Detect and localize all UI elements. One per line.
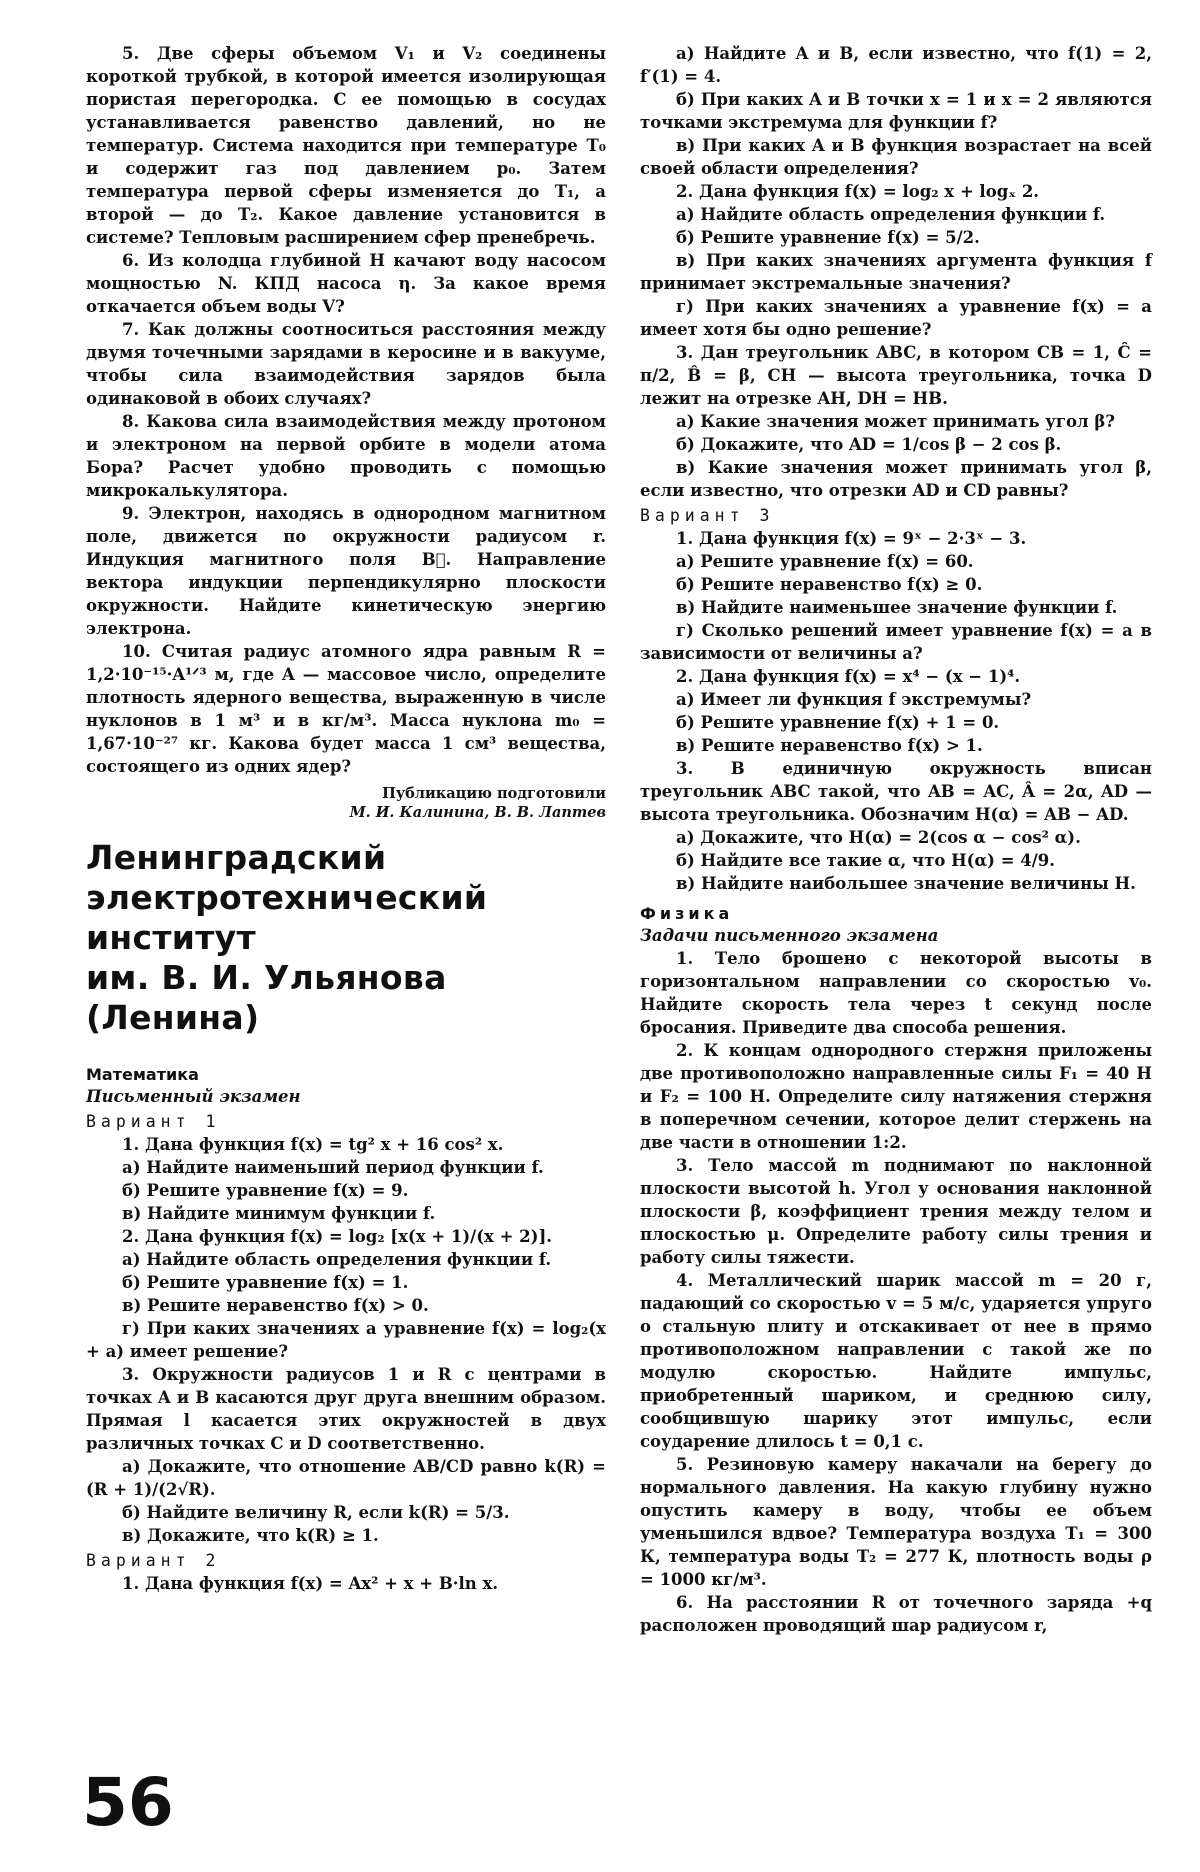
variant-2-item: г) При каких значениях a уравнение f(x) = a имеет хотя бы одно решение? [640, 297, 1152, 339]
variant-3-item: б) Решите неравенство f(x) ≥ 0. [676, 575, 983, 594]
variant-1-item: 2. Дана функция f(x) = log₂ [x(x + 1)/(x + 2)]. [122, 1227, 552, 1246]
variant-1-item: б) Решите уравнение f(x) = 9. [122, 1181, 409, 1200]
page-number: 56 [82, 1764, 174, 1841]
variant-3-heading: Вариант 3 [640, 506, 775, 525]
variant-3-item: в) Найдите наименьшее значение функции f. [676, 598, 1118, 617]
variant-2-heading: Вариант 2 [86, 1551, 221, 1570]
variant-1-item: в) Найдите минимум функции f. [122, 1204, 436, 1223]
variant-3-item: а) Имеет ли функция f экстремумы? [676, 690, 1032, 709]
variant-1-item: 1. Дана функция f(x) = tg² x + 16 cos² x. [122, 1135, 504, 1154]
variant-1-item: г) При каких значениях a уравнение f(x) = log₂(x + a) имеет решение? [86, 1319, 606, 1361]
credit-names: М. И. Калинина, В. В. Лаптев [349, 804, 606, 821]
institute-title-line: институт [86, 918, 256, 957]
variant-1-item: б) Найдите величину R, если k(R) = 5/3. [122, 1503, 510, 1522]
problem-8: 8. Какова сила взаимодействия между протоном и электроном на первой орбите в модели атома Бора? Расчет удобно проводить с помощью микрокалькулятора. [86, 412, 606, 500]
variant-2-item: а) Найдите A и B, если известно, что f(1) = 2, f′(1) = 4. [640, 44, 1152, 86]
variant-1-item: в) Докажите, что k(R) ≥ 1. [122, 1526, 379, 1545]
variant-2-item: в) При каких значениях аргумента функция f принимает экстремальные значения? [640, 251, 1152, 293]
institute-title-line: электротехнический [86, 878, 488, 917]
problem-7: 7. Как должны соотноситься расстояния между двумя точечными зарядами в керосине и в вакууме, чтобы сила взаимодействия зарядов была одинаковой в обоих случаях? [86, 320, 606, 408]
variant-2-item: а) Какие значения может принимать угол β? [676, 412, 1115, 431]
variant-2-item: а) Найдите область определения функции f. [676, 205, 1106, 224]
institute-title [86, 838, 606, 1038]
variant-2-item: б) При каких A и B точки x = 1 и x = 2 являются точками экстремума для функции f? [640, 90, 1152, 132]
variant-2-item: 1. Дана функция f(x) = Ax² + x + B·ln x. [122, 1574, 499, 1593]
variant-1-item: 3. Окружности радиусов 1 и R с центрами в точках A и B касаются друг друга внешним образом. Прямая l касается этих окружностей в двух различных точках C и D соответственно. [86, 1365, 606, 1453]
problem-10: 10. Считая радиус атомного ядра равным R = 1,2·10⁻¹⁵·A¹ᐟ³ м, где A — массовое число, определите плотность ядерного вещества, выраженную в числе нуклонов в 1 м³ и в кг/м³. Масса нуклона m₀ = 1,67·10⁻²⁷ кг. Какова будет масса 1 см³ вещества, состоящего из одних ядер? [86, 642, 606, 776]
credit [86, 784, 606, 822]
variant-3-item: 3. В единичную окружность вписан треугольник ABC такой, что AB = AC, Â = 2α, AD — высота треугольника. Обозначим H(α) = AB − AD. [640, 759, 1152, 824]
math-heading: Математика [86, 1065, 199, 1084]
variant-2-item: б) Решите уравнение f(x) = 5/2. [676, 228, 980, 247]
variant-2-item: б) Докажите, что AD = 1/cos β − 2 cos β. [676, 435, 1062, 454]
right-column [640, 42, 1152, 1637]
physics-heading: Физика [640, 904, 734, 923]
physics-subheading: Задачи письменного экзамена [640, 926, 939, 945]
variant-2-item: 3. Дан треугольник ABC, в котором CB = 1, Ĉ = π/2, B̂ = β, CH — высота треугольника, точка D лежит на отрезке AH, DH = HB. [640, 343, 1152, 408]
variant-3-item: б) Найдите все такие α, что H(α) = 4/9. [676, 851, 1056, 870]
variant-3-item: б) Решите уравнение f(x) + 1 = 0. [676, 713, 1000, 732]
physics-problem: 6. На расстоянии R от точечного заряда +q расположен проводящий шар радиусом r, [640, 1593, 1152, 1635]
variant-2-item: 2. Дана функция f(x) = log₂ x + logₓ 2. [676, 182, 1040, 201]
problem-6: 6. Из колодца глубиной H качают воду насосом мощностью N. КПД насоса η. За какое время откачается объем воды V? [86, 251, 606, 316]
institute-title-line: им. В. И. Ульянова [86, 958, 447, 997]
variant-1-item: а) Найдите наименьший период функции f. [122, 1158, 544, 1177]
left-column [86, 42, 606, 1595]
variant-2-item: в) Какие значения может принимать угол β, если известно, что отрезки AD и CD равны? [640, 458, 1152, 500]
institute-title-line: (Ленина) [86, 998, 260, 1037]
variant-3-item: а) Докажите, что H(α) = 2(cos α − cos² α). [676, 828, 1081, 847]
variant-3-item: в) Найдите наибольшее значение величины H. [676, 874, 1136, 893]
physics-problem: 4. Металлический шарик массой m = 20 г, падающий со скоростью v = 5 м/с, ударяется упруго о стальную плиту и отскакивает от нее в прямо противоположном направлении с такой же по модулю скоростью. Найдите импульс, приобретенный шариком, и среднюю силу, сообщившую шарику этот импульс, если соударение длилось t = 0,1 с. [640, 1271, 1152, 1451]
institute-title-line: Ленинградский [86, 838, 387, 877]
physics-problem: 1. Тело брошено с некоторой высоты в горизонтальном направлении со скоростью v₀. Найдите скорость тела через t секунд после бросания. Приведите два способа решения. [640, 949, 1152, 1037]
variant-3-item: 1. Дана функция f(x) = 9ˣ − 2·3ˣ − 3. [676, 529, 1027, 548]
physics-problem: 3. Тело массой m поднимают по наклонной плоскости высотой h. Угол у основания наклонной плоскости β, коэффициент трения между телом и плоскостью μ. Определите работу силы трения и работу силы тяжести. [640, 1156, 1152, 1267]
variant-1-item: а) Докажите, что отношение AB/CD равно k(R) = (R + 1)/(2√R). [86, 1457, 606, 1499]
variant-3-item: в) Решите неравенство f(x) > 1. [676, 736, 983, 755]
variant-1-heading: Вариант 1 [86, 1112, 221, 1131]
problem-5: 5. Две сферы объемом V₁ и V₂ соединены короткой трубкой, в которой имеется изолирующая пористая перегородка. С ее помощью в сосудах устанавливается равенство давлений, но не температур. Система находится при температуре T₀ и содержит газ под давлением p₀. Затем температура первой сферы изменяется до T₁, а второй — до T₂. Какое давление установится в системе? Тепловым расширением сфер пренебречь. [86, 44, 606, 247]
math-subheading: Письменный экзамен [86, 1087, 301, 1106]
variant-2-item: в) При каких A и B функция возрастает на всей своей области определения? [640, 136, 1152, 178]
variant-1-item: а) Найдите область определения функции f. [122, 1250, 552, 1269]
variant-3-item: г) Сколько решений имеет уравнение f(x) = a в зависимости от величины a? [640, 621, 1152, 663]
variant-3-item: 2. Дана функция f(x) = x⁴ − (x − 1)⁴. [676, 667, 1021, 686]
physics-problem: 5. Резиновую камеру накачали на берегу до нормального давления. На какую глубину нужно опустить камеру в воду, чтобы ее объем уменьшился вдвое? Температура воздуха T₁ = 300 К, температура воды T₂ = 277 К, плотность воды ρ = 1000 кг/м³. [640, 1455, 1152, 1589]
credit-label: Публикацию подготовили [382, 785, 606, 802]
physics-problem: 2. К концам однородного стержня приложены две противоположно направленные силы F₁ = 40 Н и F₂ = 100 Н. Определите силу натяжения стержня в поперечном сечении, которое делит стержень на две части в отношении 1:2. [640, 1041, 1152, 1152]
problem-9: 9. Электрон, находясь в однородном магнитном поле, движется по окружности радиусом r. Индукция магнитного поля B⃗. Направление вектора индукции перпендикулярно плоскости окружности. Найдите кинетическую энергию электрона. [86, 504, 606, 638]
variant-1-item: б) Решите уравнение f(x) = 1. [122, 1273, 409, 1292]
variant-1-item: в) Решите неравенство f(x) > 0. [122, 1296, 429, 1315]
variant-3-item: а) Решите уравнение f(x) = 60. [676, 552, 974, 571]
